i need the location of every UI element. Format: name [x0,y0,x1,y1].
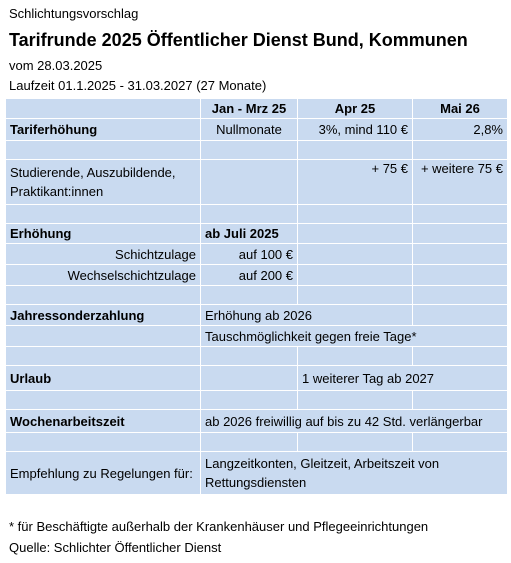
table-row [6,160,508,205]
table-row [6,305,508,326]
table-row [6,244,508,265]
contract-term: Laufzeit 01.1.2025 - 31.03.2027 (27 Monate) [9,78,267,93]
row-label-alternating-shift-allowance: Wechselschichtzulage [6,265,201,286]
vacation-value: 1 weiterer Tag ab 2027 [298,366,508,391]
annual-bonus-exchange-option: Tauschmöglichkeit gegen freie Tage* [201,326,508,347]
recommendation-value: Langzeitkonten, Gleitzeit, Arbeitszeit von Rettungsdiensten [201,452,508,495]
alternating-shift-allowance-value: auf 200 € [201,265,298,286]
tariff-may-26-value: 2,8% [413,119,508,141]
row-label-vacation: Urlaub [6,366,201,391]
column-header-jan-mar-25: Jan - Mrz 25 [201,99,298,119]
document-title: Tarifrunde 2025 Öffentlicher Dienst Bund, Kommunen [9,30,468,50]
students-jan-mar-25-cell [201,160,298,205]
row-label-students: Studierende, Auszubildende, Praktikant:innen [6,160,201,205]
spacer-row [6,347,508,366]
students-apr-25-value: + 75 € [298,160,413,205]
annual-bonus-value: Erhöhung ab 2026 [201,305,413,326]
table-row [6,366,508,391]
spacer-row [6,433,508,452]
table-row [6,326,508,347]
table-header-row [6,99,508,119]
table-row [6,265,508,286]
row-label-tariff-increase: Tariferhöhung [6,119,201,141]
row-label-recommendation: Empfehlung zu Regelungen für: [6,452,201,495]
table-row [6,410,508,433]
increase-from-value: ab Juli 2025 [201,224,298,244]
spacer-row [6,286,508,305]
spacer-row [6,391,508,410]
source-note: Quelle: Schlichter Öffentlicher Dienst [9,540,222,555]
spacer-row [6,141,508,160]
tariff-apr-25-value: 3%, mind 110 € [298,119,413,141]
column-header-apr-25: Apr 25 [298,99,413,119]
table-row [6,452,508,495]
spacer-row [6,205,508,224]
document-subtitle: Schlichtungsvorschlag [9,6,139,21]
footnote: * für Beschäftigte außerhalb der Krankenhäuser und Pflegeeinrichtungen [9,519,429,534]
weekly-hours-value: ab 2026 freiwillig auf bis zu 42 Std. verlängerbar [201,410,508,433]
row-label-increase: Erhöhung [6,224,201,244]
row-label-annual-bonus: Jahressonderzahlung [6,305,201,326]
tariff-jan-mar-25-value: Nullmonate [201,119,298,141]
row-label-shift-allowance: Schichtzulage [6,244,201,265]
students-may-26-value: + weitere 75 € [413,160,508,205]
table-row [6,224,508,244]
header-empty-cell [6,99,201,119]
shift-allowance-value: auf 100 € [201,244,298,265]
document-date: vom 28.03.2025 [9,58,103,73]
table-row [6,119,508,141]
row-label-weekly-hours: Wochenarbeitszeit [6,410,201,433]
column-header-may-26: Mai 26 [413,99,508,119]
agreement-table [5,98,508,495]
